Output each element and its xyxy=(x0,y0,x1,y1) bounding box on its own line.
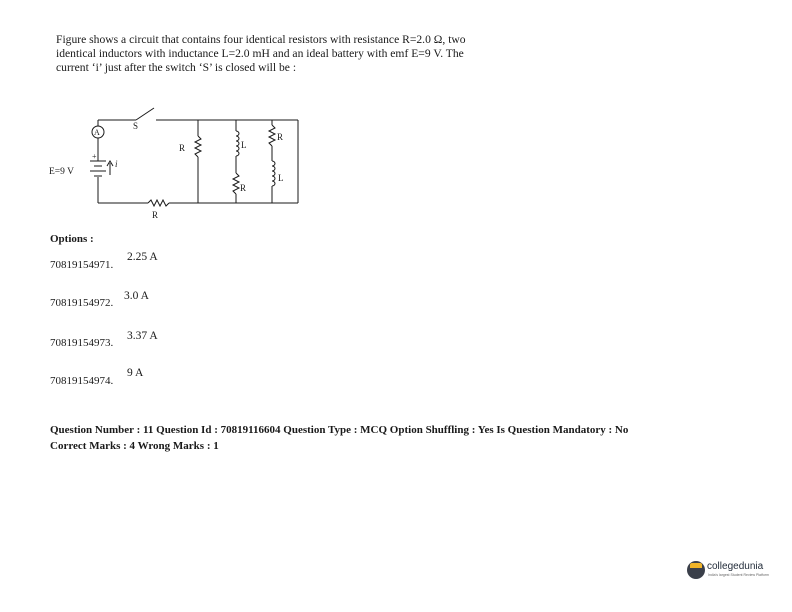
question-line-2: identical inductors with inductance L=2.0 mH and an ideal battery with emf E=9 V. The xyxy=(56,46,464,60)
battery-plus-label: + xyxy=(92,152,97,161)
circuit-diagram xyxy=(48,103,308,233)
option-3-value[interactable]: 3.37 A xyxy=(127,330,158,342)
option-4-id: 70819154974. xyxy=(50,375,114,387)
option-1-value[interactable]: 2.25 A xyxy=(127,251,158,263)
question-meta-line-2: Correct Marks : 4 Wrong Marks : 1 xyxy=(50,440,219,452)
question-line-1: Figure shows a circuit that contains four identical resistors with resistance R=2.0 Ω, two xyxy=(56,33,466,46)
battery-label: E=9 V xyxy=(49,167,74,177)
brand-name: collegedunia xyxy=(707,561,764,572)
switch-label: S xyxy=(133,121,139,131)
option-2-id: 70819154972. xyxy=(50,297,114,309)
circuit-svg xyxy=(48,103,308,233)
graduate-cap-icon xyxy=(687,561,705,579)
question-meta xyxy=(50,422,628,454)
question-text xyxy=(56,33,596,74)
ammeter-label: A xyxy=(94,128,100,137)
brand-logo xyxy=(687,558,771,584)
branch1-resistor-label: R xyxy=(179,143,186,153)
question-meta-line-1: Question Number : 11 Question Id : 70819116604 Question Type : MCQ Option Shuffling : Yes Is Question Mandatory : No xyxy=(50,424,629,436)
branch3-inductor-label: L xyxy=(278,173,284,183)
options-label: Options : xyxy=(50,233,94,245)
branch2-inductor-label: L xyxy=(241,140,247,150)
brand-tagline: India's largest Student Review Platform xyxy=(708,573,769,577)
branch3-resistor-label: R xyxy=(277,132,284,142)
option-2-value[interactable]: 3.0 A xyxy=(124,290,149,302)
question-line-3: current ‘i’ just after the switch ‘S’ is closed will be : xyxy=(56,60,297,74)
switch-blade xyxy=(136,108,154,120)
option-4-value[interactable]: 9 A xyxy=(127,367,144,379)
current-label: i xyxy=(115,159,118,169)
branch2-resistor-label: R xyxy=(240,183,247,193)
option-1-id: 70819154971. xyxy=(50,259,114,271)
bottom-resistor-label: R xyxy=(152,210,159,220)
option-3-id: 70819154973. xyxy=(50,337,114,349)
